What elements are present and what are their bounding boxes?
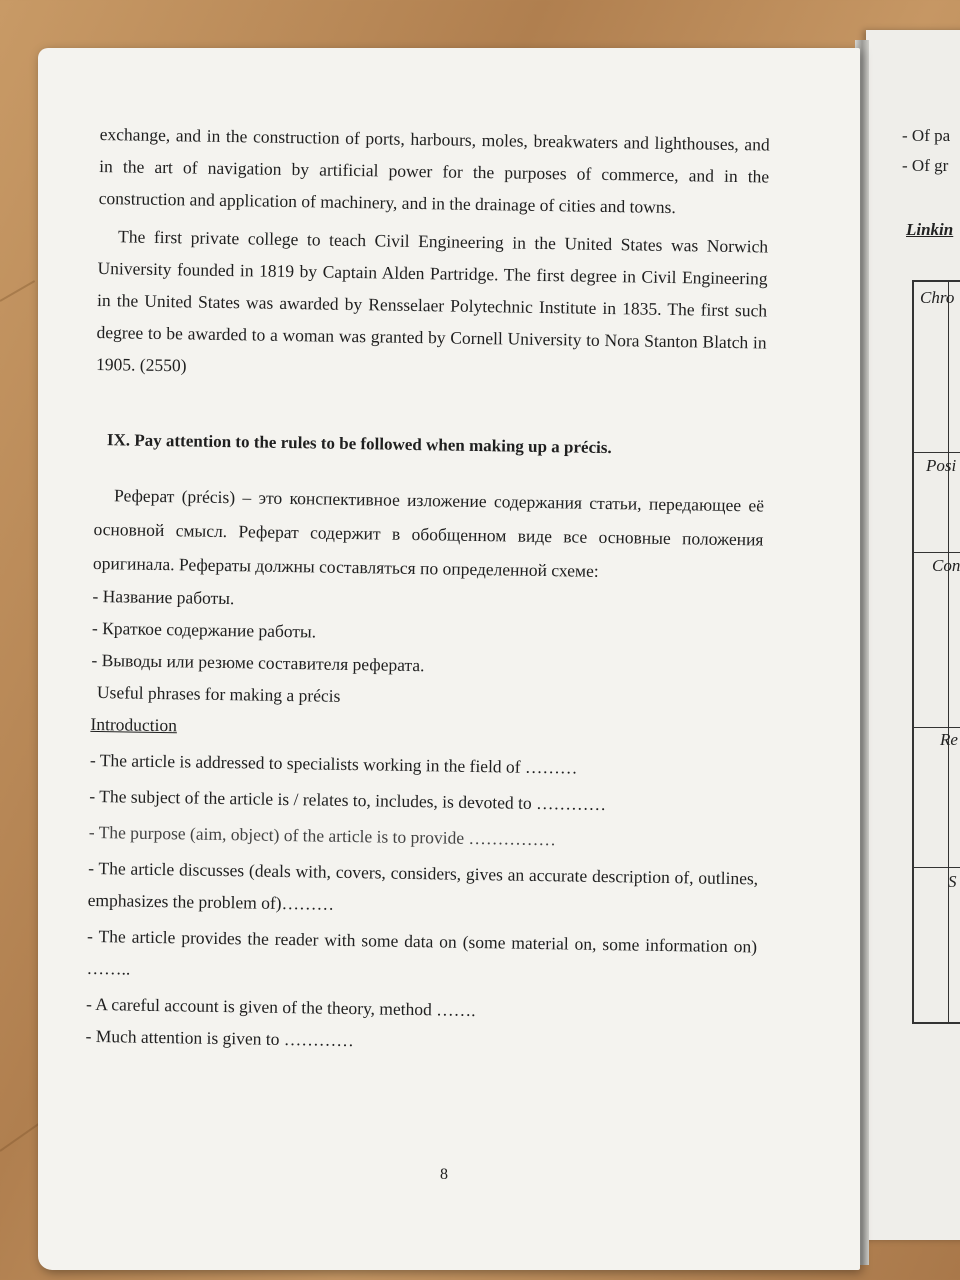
- phrase-7: - Much attention is given to …………: [85, 1025, 355, 1051]
- table-cell-3: Con: [932, 556, 960, 575]
- russian-paragraph: Реферат (précis) – это конспективное изложение содержания статьи, передающее её основной смысл. Реферат содержит в обобщенном виде все основные положения оригинала. Рефераты должны составляться по определенной схеме:: [92, 485, 765, 581]
- table-grain: [0, 280, 35, 302]
- right-table: [912, 280, 960, 1024]
- section-heading: IX. Pay attention to the rules to be followed when making up a précis.: [106, 430, 612, 458]
- table-cell-1: Chro: [920, 288, 955, 307]
- phrase-6: - A careful account is given of the theory, method …….: [85, 993, 476, 1021]
- right-line-2: - Of gr: [902, 156, 949, 175]
- ru-item-1: - Название работы.: [92, 585, 235, 609]
- table-cell-4: Re: [940, 730, 958, 749]
- page-number: 8: [440, 1166, 448, 1183]
- table-cell-2: Posi: [926, 456, 957, 475]
- phrase-3: - The purpose (aim, object) of the article is to provide ……………: [88, 821, 557, 850]
- table-cell-5: S: [948, 872, 957, 891]
- useful-phrases-title: Useful phrases for making a précis: [96, 682, 341, 706]
- paragraph-1: exchange, and in the construction of ports, harbours, moles, breakwaters and lighthouses, and in the art of navigation by artificial power for the purposes of commerce, and in the construction and application of machinery, and in the drainage of cities and towns.: [98, 123, 770, 218]
- ru-item-3: - Выводы или резюме составителя реферата.: [91, 649, 425, 676]
- phrase-4: - The article discusses (deals with, covers, considers, gives an accurate description of, outlines, emphasizes the problem of)………: [87, 857, 759, 914]
- right-title: Linkin: [906, 220, 954, 239]
- introduction-title: Introduction: [90, 713, 178, 736]
- phrase-1: - The article is addressed to specialists working in the field of ………: [89, 749, 578, 778]
- table-line: [914, 552, 960, 553]
- table-line: [914, 867, 960, 868]
- page-content: [85, 118, 770, 1062]
- table-line: [948, 282, 949, 1022]
- table-line: [914, 727, 960, 728]
- phrase-2: - The subject of the article is / relates to, includes, is devoted to …………: [89, 785, 607, 815]
- paragraph-2: The first private college to teach Civil Engineering in the United States was Norwich University founded in 1819 by Captain Alden Partridge. The first degree in Civil Engineering in the United States was awarded by Rensselaer Polytechnic Institute in 1835. The first such degree to be awarded to a woman was granted by Cornell University to Nora Stanton Blatch in 1905. (2550): [95, 226, 769, 376]
- table-line: [914, 452, 960, 453]
- right-line-1: - Of pa: [902, 126, 951, 145]
- phrase-5: - The article provides the reader with some data on (some material on, some information on) ……..: [86, 925, 758, 979]
- ru-item-2: - Краткое содержание работы.: [91, 617, 317, 642]
